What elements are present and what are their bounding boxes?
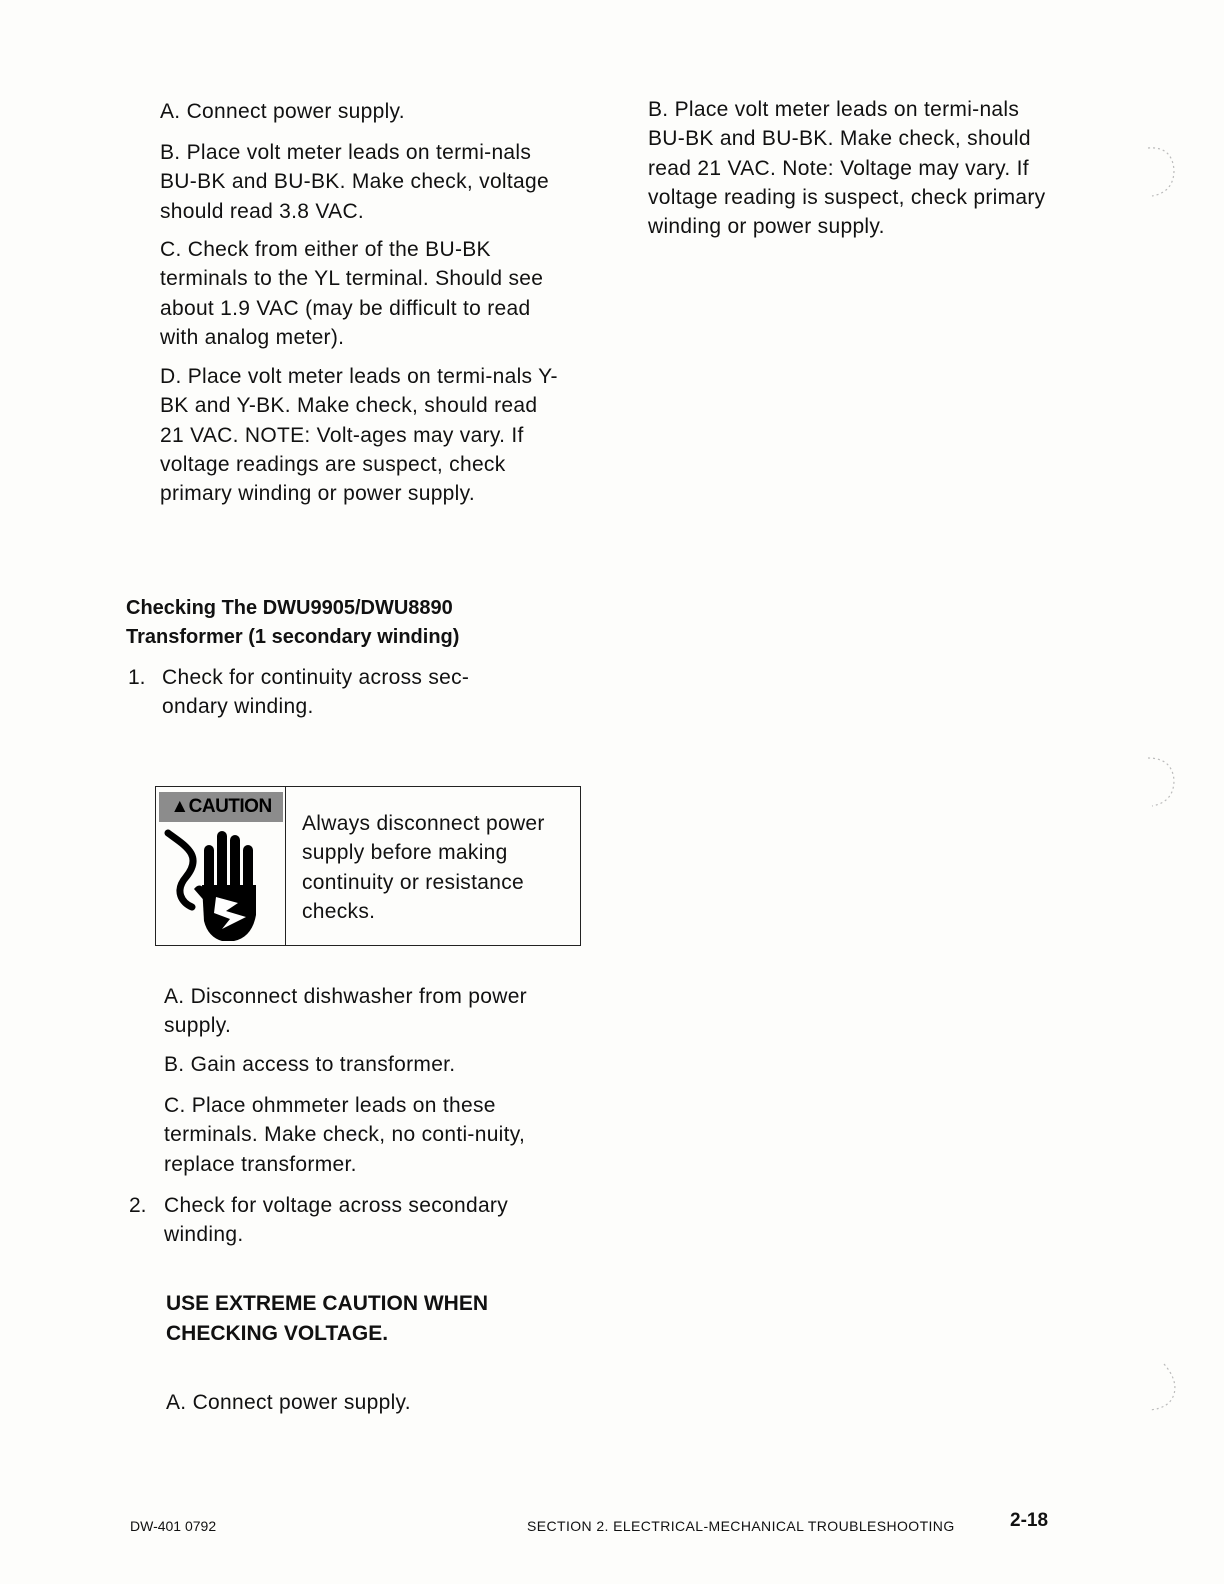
caution-symbol-panel — [156, 787, 286, 945]
item1-text: Check for continuity across sec-ondary winding. — [162, 666, 470, 719]
warning-line2: CHECKING VOLTAGE. — [166, 1322, 389, 1345]
right-step-b: B. Place volt meter leads on termi-nals BU-BK and BU-BK. Make check, should read 21 VAC. Note: Voltage may vary. If voltage reading is suspect, check primary winding or power supply. — [648, 98, 1046, 239]
sub-c: C. Place ohmmeter leads on these terminals. Make check, no conti-nuity, replace transformer. — [164, 1094, 526, 1176]
caution-hand-shock-icon — [164, 825, 276, 941]
sub-b: B. Gain access to transformer. — [164, 1053, 456, 1076]
step-c-top: C. Check from either of the BU-BK terminals to the YL terminal. Should see about 1.9 VAC (may be difficult to read with analog meter). — [160, 238, 544, 349]
hole-punch-mark-icon — [1138, 1360, 1182, 1422]
warning-triangle-icon: ▲ — [170, 796, 189, 817]
item2-text: Check for voltage across secondary winding. — [164, 1194, 509, 1247]
item1-number: 1. — [128, 666, 146, 689]
item2-number: 2. — [129, 1194, 147, 1217]
sub-a: A. Disconnect dishwasher from power supply. — [164, 985, 527, 1038]
section-heading-line1: Checking The DWU9905/DWU8890 — [126, 597, 453, 619]
hole-punch-mark-icon — [1138, 752, 1182, 814]
hole-punch-mark-icon — [1138, 140, 1182, 202]
footer-doc-code: DW-401 0792 — [130, 1518, 217, 1534]
sub-a-bottom: A. Connect power supply. — [166, 1391, 411, 1414]
step-d-top: D. Place volt meter leads on termi-nals Y-BK and Y-BK. Make check, should read 21 VAC. NOTE: Volt-ages may vary. If voltage readings are suspect, check primary winding or power supply. — [160, 365, 558, 506]
step-a-top: A. Connect power supply. — [160, 100, 405, 123]
step-b-top: B. Place volt meter leads on termi-nals BU-BK and BU-BK. Make check, voltage should read 3.8 VAC. — [160, 141, 549, 223]
footer-page-number: 2-18 — [1010, 1510, 1049, 1531]
section-heading-line2: Transformer (1 secondary winding) — [126, 626, 460, 648]
footer-section-title: SECTION 2. ELECTRICAL-MECHANICAL TROUBLESHOOTING — [527, 1518, 955, 1534]
caution-label: ▲CAUTION — [159, 792, 283, 822]
caution-box — [155, 786, 581, 946]
caution-text: Always disconnect power supply before making continuity or resistance checks. — [302, 812, 545, 923]
warning-line1: USE EXTREME CAUTION WHEN — [166, 1292, 489, 1315]
